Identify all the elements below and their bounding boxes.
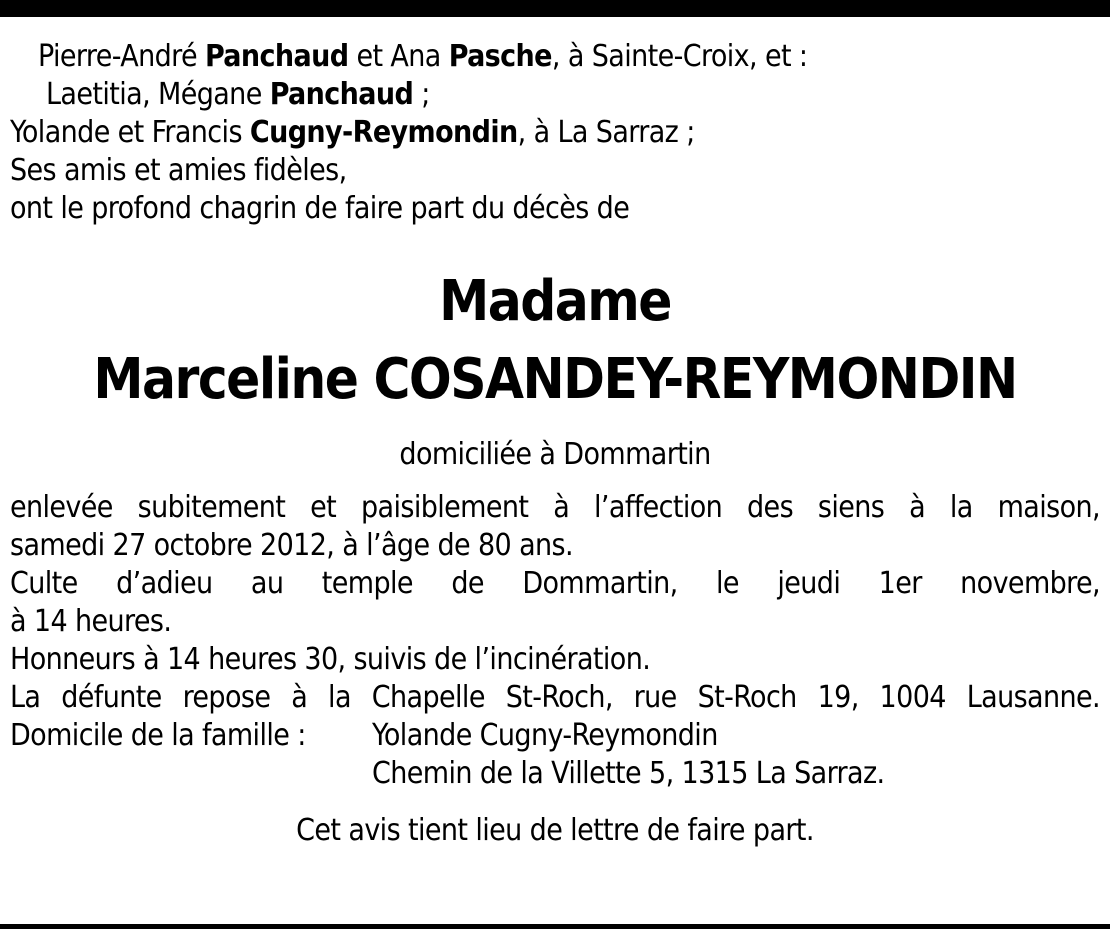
body-line-4: à 14 heures. <box>10 604 172 639</box>
family-line-2-text-a: Laetitia, Mégane <box>46 77 270 112</box>
body-line-5: Honneurs à 14 heures 30, suivis de l’incinération. <box>10 642 651 677</box>
body-line-1: enlevée subitement et paisiblement à l’affection des siens à la maison, <box>10 490 1100 525</box>
bottom-border-rule <box>0 924 1110 929</box>
family-line-1-text-a: Pierre-André <box>38 39 205 74</box>
family-line-4: Ses amis et amies fidèles, <box>10 153 347 188</box>
family-home-row <box>10 717 1100 755</box>
obituary-notice <box>10 38 1100 850</box>
family-line-1-surname-a: Panchaud <box>204 39 349 74</box>
deceased-domicile: domiciliée à Dommartin <box>399 437 711 472</box>
family-line-3-text-b: , à La Sarraz ; <box>517 115 695 150</box>
top-border-rule <box>0 0 1110 17</box>
family-line-2 <box>10 76 1100 114</box>
deceased-name: Marceline COSANDEY-REYMONDIN <box>93 347 1017 412</box>
body-line-3: Culte d’adieu au temple de Dommartin, le jeudi 1er novembre, <box>10 566 1100 601</box>
closing-note: Cet avis tient lieu de lettre de faire part. <box>296 813 814 848</box>
deceased-title: Madame <box>439 269 671 334</box>
family-line-3 <box>10 114 1100 152</box>
family-home-address-row <box>10 755 1100 793</box>
family-home-name: Yolande Cugny-Reymondin <box>372 718 718 753</box>
body-line-2: samedi 27 octobre 2012, à l’âge de 80 ans. <box>10 528 573 563</box>
family-line-1-text-b: et Ana <box>348 39 449 74</box>
family-line-2-surname: Panchaud <box>269 77 414 112</box>
family-home-address: Chemin de la Villette 5, 1315 La Sarraz. <box>372 756 885 791</box>
family-line-2-text-b: ; <box>413 77 430 112</box>
notice-body <box>10 489 1100 793</box>
family-line-5: ont le profond chagrin de faire part du décès de <box>10 191 630 226</box>
family-home-label: Domicile de la famille : <box>10 718 306 753</box>
family-line-3-text-a: Yolande et Francis <box>10 115 250 150</box>
family-line-3-surname: Cugny-Reymondin <box>249 115 518 150</box>
family-line-1 <box>10 38 1100 76</box>
family-line-1-surname-b: Pasche <box>448 39 552 74</box>
body-line-6: La défunte repose à la Chapelle St-Roch, rue St-Roch 19, 1004 Lausanne. <box>10 680 1100 715</box>
family-line-1-text-c: , à Sainte-Croix, et : <box>551 39 808 74</box>
family-home-spacer <box>10 755 372 793</box>
deceased-heading <box>10 263 1100 419</box>
